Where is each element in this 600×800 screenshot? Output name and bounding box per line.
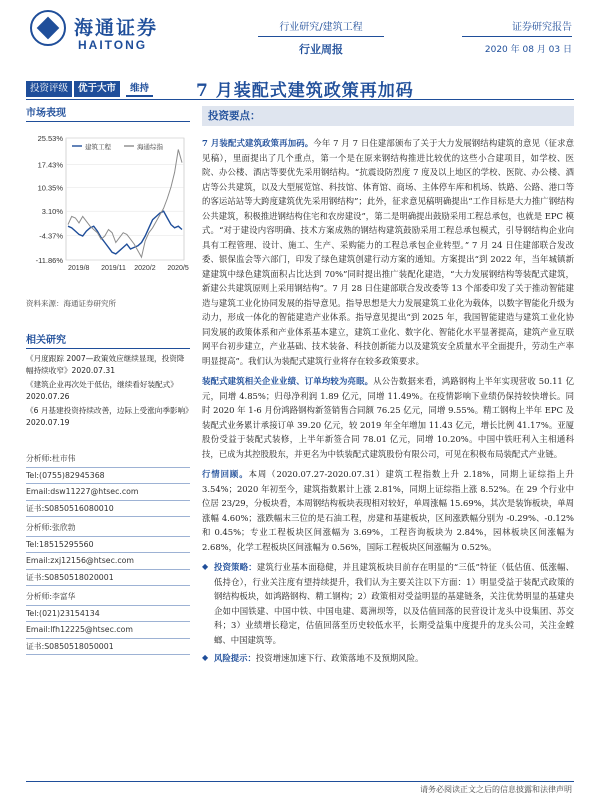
bullet-list	[202, 560, 574, 666]
haitong-logo	[30, 10, 159, 54]
analyst-name: 分析师:李富华	[26, 589, 190, 606]
logo-mark-icon	[30, 10, 66, 46]
report-type: 行业周报	[299, 43, 343, 56]
related-item[interactable]: 《6 月基建投资持续改善，边际上受涨向季影响》2020.07.19	[26, 406, 189, 427]
paragraph-earnings	[202, 374, 574, 461]
analyst-card	[26, 451, 190, 517]
analyst-email[interactable]: Email:dsw11227@htsec.com	[26, 484, 190, 501]
analyst-name: 分析师:杜市伟	[26, 451, 190, 468]
report-body	[202, 136, 574, 666]
chart-source: 资料来源：海通证券研究所	[26, 299, 116, 308]
y-tick-label: 25.53%	[37, 134, 63, 143]
analyst-tel: Tel:18515295560	[26, 537, 190, 554]
header-category-block	[258, 18, 384, 57]
footer-disclaimer: 请务必阅读正文之后的信息披露和法律声明	[420, 785, 572, 794]
paragraph-text: 从公告数据来看，鸿路钢构上半年实现营收 50.11 亿元，同增 4.85%；归母净利润 1.89 亿元，同增 11.49%。在疫情影响下业绩仍保持较快增长。同时 2020 年 1-6 月份鸿路钢构新签销售合同额 76.25 亿元，同增 9.55%。精工钢构上半年 EPC 及装配式业务累计承接订单 39.20 亿元，较 2019 年全年增加 11.43 亿元，增长比例 41.17%。亚厦股份受益于装配式装修，上半年新签合同 78.01 亿元，同增 10.20%。中国中铁旺利入主相通科技，已成为其控股股东，并更名为中铁装配式建筑股份有限公司，可见在积极布局装配式产业链。	[202, 376, 574, 459]
footer-divider	[26, 781, 574, 782]
analyst-tel: Tel:(021)23154134	[26, 606, 190, 623]
series-line-construction	[68, 211, 182, 254]
related-research	[26, 331, 190, 429]
analyst-name: 分析师:张欣勃	[26, 520, 190, 537]
bullet-risk	[202, 651, 574, 666]
paragraph-policy	[202, 136, 574, 368]
y-tick-label: -11.86%	[35, 256, 63, 265]
market-section-title: 市场表现	[26, 104, 190, 122]
analyst-cert: 证书:S0850516080010	[26, 501, 190, 518]
analyst-cert: 证书:S0850518020001	[26, 570, 190, 587]
x-tick-label: 2020/5	[167, 265, 189, 272]
paragraph-text: 本周（2020.07.27-2020.07.31）建筑工程指数上升 2.18%，同期上证综指上升 3.54%；2020 年初至今，建筑指数累计上涨 2.81%，同期上证综指上涨 8.52%。在 29 个行业中位居 23/29，分板块看，本周钢结构板块表现相对较好，单周涨幅 15.69%，其次是装饰板块，单周涨幅 4.60%；涨跌幅末三位的是石油工程，房建和基建板块，区间涨跌幅分别为 -0.29%、-0.12% 和 0.45%；专业工程板块区间涨幅为 3.69%，工程咨询板块为 2.84%，园林板块区间涨幅为 2.68%，化学工程板块区间涨幅为 0.56%，国际工程板块区间涨幅为 0.52%。	[202, 469, 574, 552]
related-section-title: 相关研究	[26, 331, 190, 349]
related-item[interactable]: 《月度跟踪 2007—政策效应继续显现，投资降幅持续收窄》2020.07.31	[26, 354, 185, 375]
x-tick-label: 2020/2	[134, 265, 156, 272]
analyst-email[interactable]: Email:lfh12225@htsec.com	[26, 622, 190, 639]
analyst-card	[26, 589, 190, 655]
market-chart	[26, 126, 190, 286]
investment-rating	[26, 81, 153, 97]
rating-label: 投资评级	[26, 81, 72, 97]
report-category: 行业研究/建筑工程	[258, 18, 384, 37]
market-chart-svg	[26, 126, 190, 286]
logo-en: HAITONG	[78, 38, 148, 52]
x-tick-label: 2019/11	[101, 265, 126, 272]
bullet-text: 建筑行业基本面稳健，并且建筑板块目前存在明显的“三低”特征（低估值、低涨幅、低持仓），行业关注度有望持续提升，我们认为主要关注以下方面：1）明显受益于装配式政策的钢结构板块，如鸿路钢构、精工钢构；2）政策相对受益明显的基建链条，关注优势明显的基建央企如中国铁建、中国中铁、中国电建、葛洲坝等，以及估值回落的民营设计龙头中设集团、苏交科；3）业绩增长稳定，估值回落至历史较低水平，长期受益集中度提升的龙头公司，关注金螳螂、中国建筑等。	[214, 562, 575, 645]
title-divider	[26, 99, 574, 100]
bullet-lead: 投资策略：	[214, 562, 257, 572]
key-points-title: 投资要点：	[202, 106, 574, 126]
report-series: 证券研究报告	[462, 18, 572, 37]
related-item[interactable]: 《建筑企业再次处于低估，继续看好装配式》2020.07.26	[26, 380, 178, 401]
analyst-list	[26, 451, 190, 655]
main-content	[202, 106, 574, 670]
paragraph-lead: 7 月装配式建筑政策再加码。	[202, 138, 314, 148]
bullet-text: 投资增速加速下行、政策落地不及预期风险。	[255, 653, 424, 663]
analyst-email[interactable]: Email:zxj12156@htsec.com	[26, 553, 190, 570]
related-list	[26, 353, 190, 429]
paragraph-market-review	[202, 467, 574, 554]
rating-action: 维持	[126, 81, 153, 97]
logo-cn: 海通证券	[74, 17, 159, 39]
y-tick-label: -4.37%	[39, 231, 63, 241]
analyst-card	[26, 520, 190, 586]
report-header	[0, 0, 600, 62]
paragraph-lead: 行情回顾。	[202, 469, 249, 479]
sidebar	[26, 104, 190, 658]
analyst-tel: Tel:(0755)82945368	[26, 468, 190, 485]
rating-value: 优于大市	[74, 81, 120, 97]
paragraph-lead: 装配式建筑相关企业业绩、订单均较为亮眼。	[202, 376, 374, 386]
y-tick-label: 3.10%	[41, 207, 63, 217]
y-tick-label: 10.35%	[37, 183, 63, 193]
bullet-strategy	[202, 560, 574, 647]
header-series-block	[462, 18, 572, 55]
x-tick-label: 2019/8	[68, 265, 90, 272]
bullet-lead: 风险提示：	[214, 653, 256, 663]
report-date: 2020 年 08 月 03 日	[484, 45, 572, 55]
legend-label: 建筑工程	[85, 143, 111, 151]
y-tick-label: 17.43%	[37, 160, 63, 170]
report-title: 7 月装配式建筑政策再加码	[196, 81, 414, 101]
analyst-cert: 证书:S0850518050001	[26, 639, 190, 656]
legend-label: 海通综指	[137, 143, 163, 151]
paragraph-text: 今年 7 月 7 日住建部颁布了关于大力发展钢结构建筑的意见（征求意见稿），里面提出了几个重点，第一个是在原来钢结构推进比较优的这些小合建项目，如学校、医院、办公楼、酒店等要优先采用钢结构。“抗震设防烈度 7 度及以上地区的学校、医院、办公楼、酒店等公共建筑，以及大型展览馆、科技馆、体育馆、商场、主体停车库和机场、铁路、公路、港口等的客运站站等大跨度建筑优先采用钢结构”；此外，征求意见稿明确提出“工作目标是大力推广钢结构公共建筑，积极推进钢结构住宅和农房建设”，第二是明确提出鼓励采用工程总承包，也就是 EPC 模式。“对于建设内容明确、技术方案成熟的钢结构建筑鼓励采用工程总承包模式，引导钢结构企业向具有工程管理、设计、施工、生产、采购能力的工程总承包企业转型。” 7 月 24 日住建部联合发改委、银保监会等六部门，印发了绿色建筑创建行动方案的通知。方案提出“到 2022 年，当年城镇新建建筑中绿色建筑面积占比达到 70%”同时提出推广装配化建造，“大力发展钢结构等装配式建筑，新建公共建筑原则上采用钢结构”。7 月 28 日住建部联合发改委等 13 个部委印发了关于推动智能建造与建筑工业化协同发展的指导意见。指导思想是大力发展建筑工业化为载体，以数字智能化升级为动力，形成一体化的智能建造产业体系。指导意见提出“到 2025 年，我国智能建造与建筑工业化协同发展的政策体系和产业体系基本建立，建筑工业化、数字化、智能化水平显著提高，建筑产业互联网平台初步建立，产业基础、技术装备、科技创新能力以及建筑安全质量水平全面提升，劳动生产率明显提高”。我们认为装配式建筑行业将存在较多政策要求。	[202, 138, 574, 366]
plot-frame	[66, 138, 184, 260]
series-line-haitong-index	[68, 150, 182, 258]
